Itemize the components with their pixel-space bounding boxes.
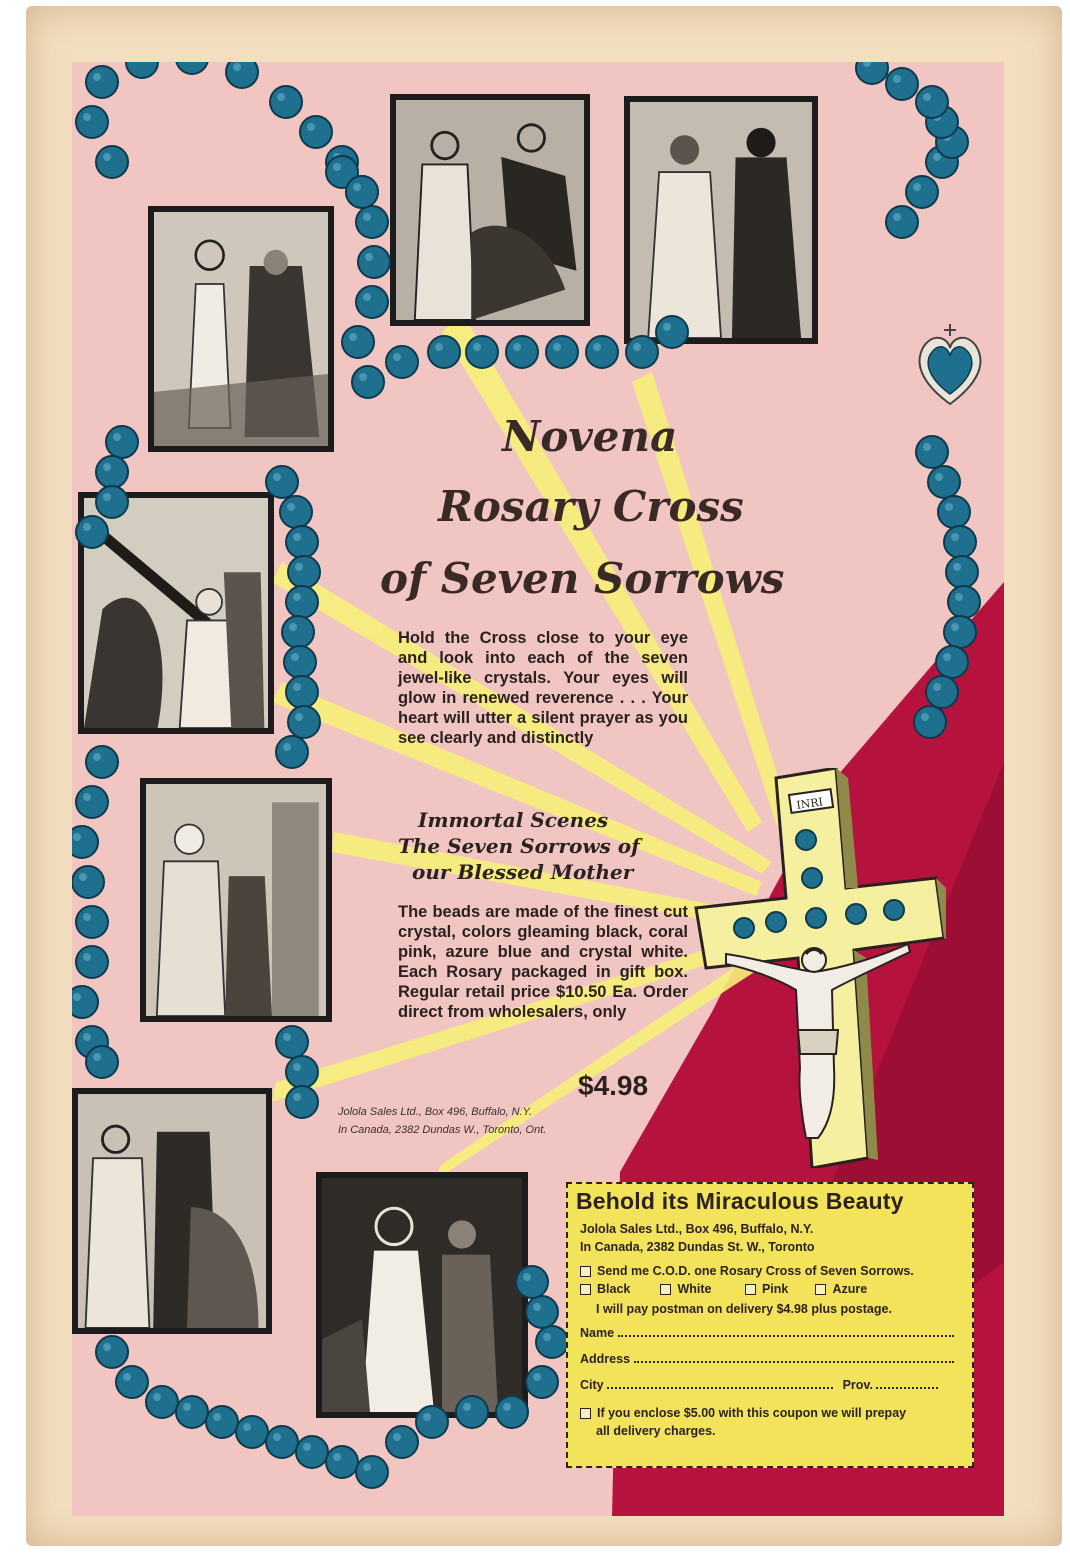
rosary-bead-icon <box>126 62 158 78</box>
payment-note: I will pay postman on delivery $4.98 plus postage. <box>596 1302 892 1316</box>
coupon-address-us: Jolola Sales Ltd., Box 496, Buffalo, N.Y. <box>580 1222 814 1236</box>
name-label: Name <box>580 1326 615 1340</box>
rosary-bead-icon <box>266 466 298 498</box>
rosary-bead-icon <box>300 116 332 148</box>
rosary-bead-icon <box>916 86 948 118</box>
prepay-line1: If you enclose $5.00 with this coupon we will prepay <box>597 1406 907 1420</box>
rosary-bead-icon <box>456 1396 488 1428</box>
address-field[interactable] <box>580 1352 954 1366</box>
rosary-bead-icon <box>288 706 320 738</box>
rosary-bead-icon <box>72 986 98 1018</box>
rosary-bead-icon <box>856 62 888 84</box>
rosary-bead-icon <box>76 516 108 548</box>
rosary-bead-icon <box>416 1406 448 1438</box>
rosary-bead-icon <box>86 1046 118 1078</box>
color-options-row <box>580 1282 867 1296</box>
rosary-bead-icon <box>86 66 118 98</box>
rosary-bead-icon <box>146 1386 178 1418</box>
rosary-bead-icon <box>206 1406 238 1438</box>
address-label: Address <box>580 1352 631 1366</box>
city-label: City <box>580 1378 604 1392</box>
rosary-bead-icon <box>72 866 104 898</box>
rosary-bead-icon <box>356 1456 388 1488</box>
prepay-line2: all delivery charges. <box>596 1424 716 1438</box>
rosary-bead-icon <box>96 456 128 488</box>
rosary-bead-icon <box>386 346 418 378</box>
rosary-bead-icon <box>76 786 108 818</box>
rosary-bead-icon <box>270 86 302 118</box>
ad-details-paragraph: The beads are made of the finest cut crystal, colors gleaming black, coral pink, azure blue and crystal white. Each Rosary packaged in gift box. Regular retail price $10.50 Ea. Order direct from wholesalers, only <box>398 903 688 1021</box>
rosary-bead-icon <box>326 1446 358 1478</box>
rosary-bead-icon <box>906 176 938 208</box>
order-coupon <box>566 1182 974 1468</box>
coupon-headline: Behold its Miraculous Beauty <box>576 1188 904 1214</box>
rosary-bead-icon <box>226 62 258 88</box>
color-pink-label: Pink <box>761 1282 789 1296</box>
prov-label: Prov. <box>842 1378 873 1392</box>
rosary-bead-icon <box>938 496 970 528</box>
rosary-bead-icon <box>284 646 316 678</box>
rosary-bead-icon <box>936 646 968 678</box>
rosary-bead-icon <box>276 1026 308 1058</box>
rosary-bead-icon <box>96 146 128 178</box>
rosary-bead-icon <box>466 336 498 368</box>
name-field[interactable] <box>580 1326 954 1340</box>
rosary-bead-icon <box>386 1426 418 1458</box>
rosary-bead-icon <box>928 466 960 498</box>
color-black-label: Black <box>597 1282 631 1296</box>
rosary-bead-icon <box>76 906 108 938</box>
rosary-bead-icon <box>286 1086 318 1118</box>
rosary-bead-icon <box>176 1396 208 1428</box>
rosary-bead-icon <box>266 1426 298 1458</box>
rosary-bead-icon <box>496 1396 528 1428</box>
prov-line[interactable] <box>876 1386 938 1389</box>
rosary-bead-icon <box>96 486 128 518</box>
rosary-bead-icon <box>356 206 388 238</box>
scenes-heading-line1: Immortal Scenes <box>418 808 609 832</box>
rosary-bead-icon <box>886 206 918 238</box>
scenes-heading-line3: our Blessed Mother <box>412 860 634 884</box>
rosary-bead-icon <box>948 586 980 618</box>
rosary-bead-icon <box>926 676 958 708</box>
rosary-bead-icon <box>282 616 314 648</box>
rosary-advertisement <box>72 62 1004 1516</box>
price: $4.98 <box>578 1070 649 1101</box>
ad-address-us: Jolola Sales Ltd., Box 496, Buffalo, N.Y. <box>338 1106 533 1118</box>
rosary-bead-icon <box>116 1366 148 1398</box>
rosary-bead-icon <box>586 336 618 368</box>
rosary-bead-icon <box>352 366 384 398</box>
city-prov-field[interactable] <box>580 1378 938 1392</box>
cod-checkbox[interactable] <box>580 1266 591 1277</box>
rosary-bead-icon <box>506 336 538 368</box>
color-azure-label: Azure <box>832 1282 868 1296</box>
rosary-bead-icon <box>286 1056 318 1088</box>
rosary-bead-icon <box>656 316 688 348</box>
rosary-bead-icon <box>236 1416 268 1448</box>
rosary-bead-icon <box>280 496 312 528</box>
rosary-bead-icon <box>536 1326 568 1358</box>
sacred-heart-medal-icon <box>910 322 990 412</box>
rosary-bead-icon <box>296 1436 328 1468</box>
rosary-bead-icon <box>428 336 460 368</box>
address-line[interactable] <box>634 1360 954 1363</box>
rosary-bead-icon <box>276 736 308 768</box>
prepay-checkbox[interactable] <box>580 1408 591 1419</box>
prepay-row <box>580 1406 906 1420</box>
rosary-bead-icon <box>176 62 208 74</box>
ad-title-line1: Novena <box>502 412 678 461</box>
cross-plaque-text: INRI <box>795 795 824 812</box>
ad-body-paragraph: Hold the Cross close to your eye and look into each of the seven jewel-like crystals. Your eyes will glow in renewed reverence . . . Your heart will utter a silent prayer as you see clearly and distinctly <box>398 629 688 747</box>
rosary-bead-icon <box>342 326 374 358</box>
rosary-bead-icon <box>286 526 318 558</box>
rosary-bead-icon <box>86 746 118 778</box>
rosary-bead-icon <box>72 826 98 858</box>
crucifix-icon <box>686 768 946 1168</box>
scenes-heading-line2: The Seven Sorrows of <box>398 834 640 858</box>
color-pink-checkbox[interactable] <box>745 1284 756 1295</box>
rosary-bead-icon <box>526 1366 558 1398</box>
color-azure-checkbox[interactable] <box>815 1284 826 1295</box>
rosary-bead-icon <box>106 426 138 458</box>
rosary-bead-icon <box>96 1336 128 1368</box>
rosary-bead-icon <box>76 946 108 978</box>
color-black-checkbox[interactable] <box>580 1284 591 1295</box>
rosary-bead-icon <box>944 526 976 558</box>
rosary-bead-icon <box>286 676 318 708</box>
rosary-bead-icon <box>944 616 976 648</box>
name-line[interactable] <box>618 1334 954 1337</box>
rosary-bead-icon <box>76 106 108 138</box>
rosary-bead-icon <box>886 68 918 100</box>
rosary-bead-icon <box>914 706 946 738</box>
ad-title-line3: of Seven Sorrows <box>380 554 785 603</box>
rosary-bead-icon <box>546 336 578 368</box>
color-white-label: White <box>677 1282 712 1296</box>
rosary-bead-icon <box>346 176 378 208</box>
rosary-bead-icon <box>946 556 978 588</box>
rosary-bead-icon <box>358 246 390 278</box>
coupon-address-canada: In Canada, 2382 Dundas St. W., Toronto <box>580 1240 815 1254</box>
color-white-checkbox[interactable] <box>660 1284 671 1295</box>
rosary-bead-icon <box>916 436 948 468</box>
rosary-bead-icon <box>356 286 388 318</box>
cod-option-row <box>580 1264 914 1278</box>
rosary-bead-icon <box>288 556 320 588</box>
ad-title-line2: Rosary Cross <box>438 482 744 531</box>
ad-address-canada: In Canada, 2382 Dundas W., Toronto, Ont. <box>338 1124 547 1136</box>
city-line[interactable] <box>607 1386 833 1389</box>
rosary-bead-icon <box>286 586 318 618</box>
rosary-bead-icon <box>516 1266 548 1298</box>
rosary-bead-icon <box>626 336 658 368</box>
cod-option-label: Send me C.O.D. one Rosary Cross of Seven Sorrows. <box>597 1264 914 1278</box>
rosary-bead-icon <box>526 1296 558 1328</box>
